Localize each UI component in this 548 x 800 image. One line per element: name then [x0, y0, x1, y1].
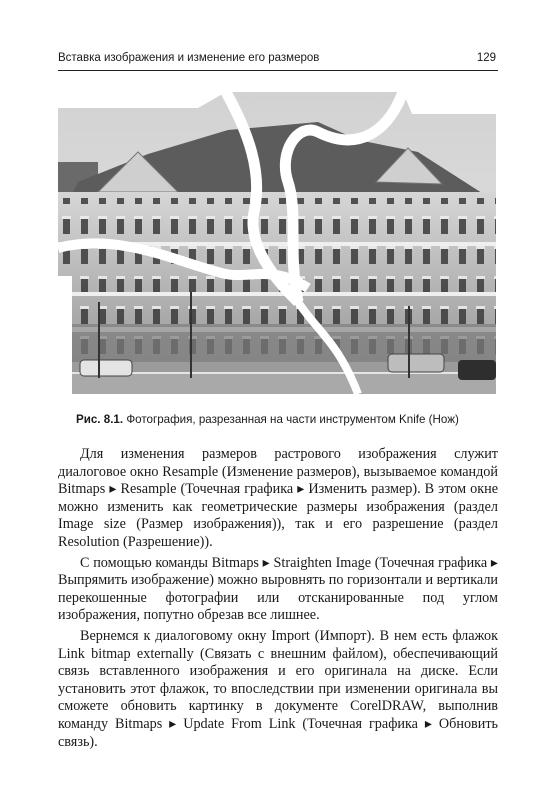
figure-photo [58, 92, 496, 394]
paragraph: С помощью команды Bitmaps ▸ Straighten Image (Точечная графика ▸ Выпрямить изображение) можно выровнять по горизонтали и вертикали перекошенные фотографии или отсканированные под углом изображения, попутно обрезав все лишнее. [58, 554, 498, 624]
figure-label: Рис. 8.1. [76, 413, 124, 426]
header-title: Вставка изображения и изменение его размеров [58, 52, 320, 64]
paragraph: Для изменения размеров растрового изображения служит диалоговое окно Resample (Изменение размеров), вызываемое командой Bitmaps ▸ Resample (Точечная графика ▸ Изменить размер). В этом окне можно изменить как геометрические размеры изображения (раздел Image size (Размер изображения)), так и его разрешение (раздел Resolution (Разрешение)). [58, 446, 498, 550]
figure-caption [76, 413, 496, 426]
running-header [58, 52, 498, 71]
body-text [58, 446, 498, 751]
page-number: 129 [476, 52, 496, 64]
paragraph: Вернемся к диалоговому окну Import (Импорт). В нем есть флажок Link bitmap externally (Связать с внешним файлом), обеспечивающий связь вставленного изображения и его оригинала на диске. Если установить этот флажок, то впоследствии при изменении оригинала вы сможете обновить картинку в документе CorelDRAW, выполнив команду Bitmaps ▸ Update From Link (Точечная графика ▸ Обновить связь). [58, 627, 498, 750]
figure-caption-text: Фотография, разрезанная на части инструментом Knife (Нож) [126, 413, 459, 426]
